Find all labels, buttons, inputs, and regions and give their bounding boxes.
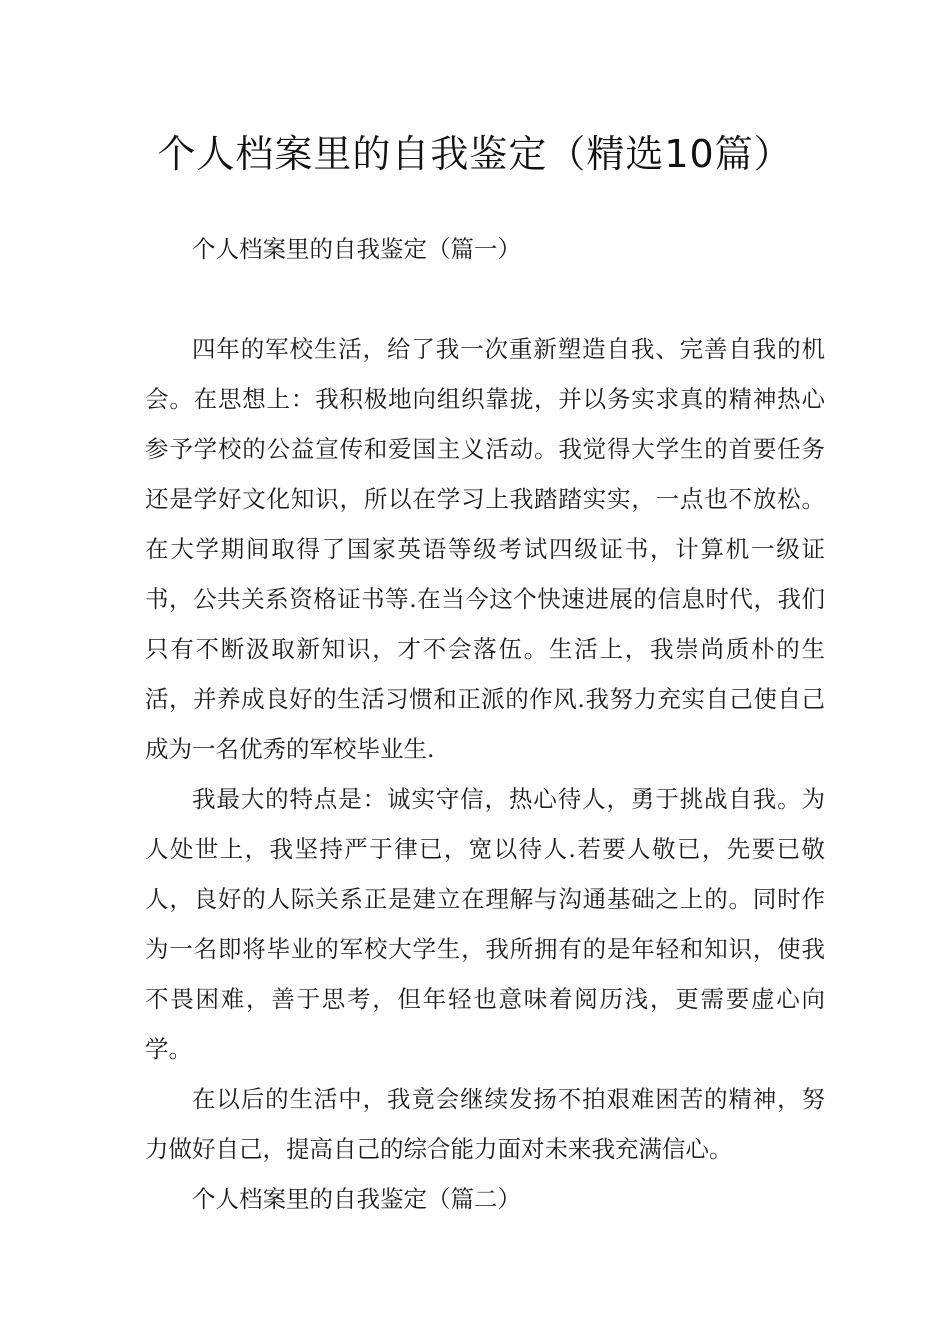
section-heading-2: 个人档案里的自我鉴定（篇二）	[192, 1185, 521, 1213]
paragraph-3: 在以后的生活中，我竟会继续发扬不拍艰难困苦的精神，努力做好自己，提高自己的综合能力面对未来我充满信心。	[145, 1085, 825, 1163]
document-body	[145, 224, 825, 1224]
paragraph-2: 我最大的特点是：诚实守信，热心待人，勇于挑战自我。为人处世上，我坚持严于律已，宽以待人.若要人敬已，先要已敬人，良好的人际关系正是建立在理解与沟通基础之上的。同时作为一名即将毕业的军校大学生，我所拥有的是年轻和知识，使我不畏困难，善于思考，但年轻也意味着阅历浅，更需要虚心向学。	[145, 785, 825, 1063]
document-title: 个人档案里的自我鉴定（精选10篇）	[157, 132, 793, 176]
section-heading-1: 个人档案里的自我鉴定（篇一）	[192, 235, 521, 263]
paragraph-1: 四年的军校生活，给了我一次重新塑造自我、完善自我的机会。在思想上：我积极地向组织靠拢，并以务实求真的精神热心参予学校的公益宣传和爱国主义活动。我觉得大学生的首要任务还是学好文化知识，所以在学习上我踏踏实实，一点也不放松。在大学期间取得了国家英语等级考试四级证书，计算机一级证书，公共关系资格证书等.在当今这个快速进展的信息时代，我们只有不断汲取新知识，才不会落伍。生活上，我崇尚质朴的生活，并养成良好的生活习惯和正派的作风.我努力充实自己使自己成为一名优秀的军校毕业生.	[145, 335, 825, 763]
heading-spacer	[145, 274, 825, 324]
